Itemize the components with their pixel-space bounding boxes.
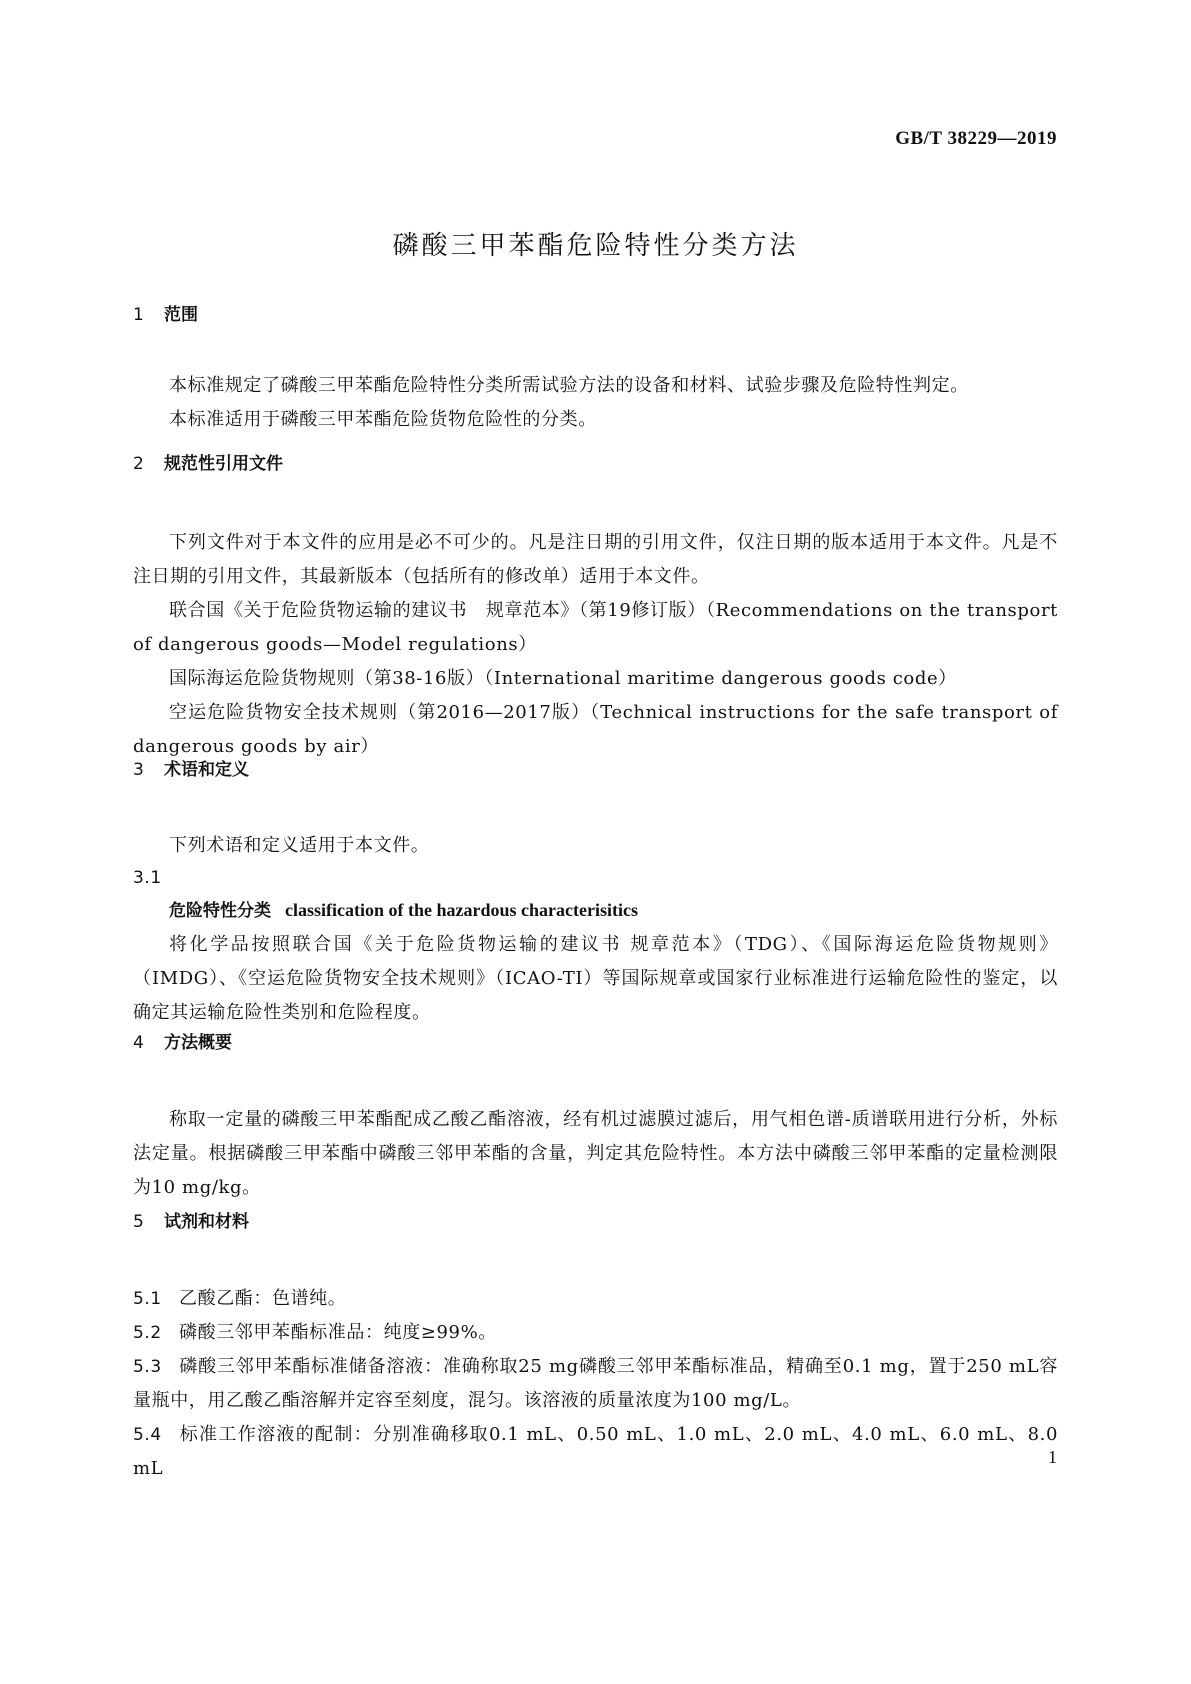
section-heading (133, 300, 1058, 330)
list-item (133, 1418, 1058, 1486)
item-text: 磷酸三邻甲苯酯标准品：纯度≥99%。 (179, 1322, 497, 1343)
paragraph: 下列术语和定义适用于本文件。 (169, 835, 430, 856)
section-number: 5 (133, 1212, 144, 1232)
term-title-cn: 危险特性分类 (169, 901, 271, 921)
item-text: 标准工作溶液的配制：分别准确移取0.1 mL、0.50 mL、1.0 mL、2.0 mL、4.0 mL、6.0 mL、8.0 mL (133, 1424, 1058, 1479)
item-text: 乙酸乙酯：色谱纯。 (179, 1288, 347, 1309)
standard-code: GB/T 38229—2019 (895, 128, 1057, 149)
section-heading (133, 755, 1058, 785)
term-title (133, 893, 1058, 928)
list-item (133, 1350, 1058, 1418)
item-number: 5.1 (133, 1289, 162, 1309)
reference-imdg-code: 国际海运危险货物规则（第38-16版）（International maritime dangerous goods code） (169, 668, 957, 689)
section-title: 方法概要 (164, 1033, 232, 1053)
paragraph: 下列文件对于本文件的应用是必不可少的。凡是注日期的引用文件，仅注日期的版本适用于本文件。凡是不注日期的引用文件，其最新版本（包括所有的修改单）适用于本文件。 (133, 532, 1058, 587)
section-3 (133, 755, 1058, 1030)
section-heading (133, 1207, 1058, 1237)
section-title: 范围 (164, 305, 198, 325)
section-heading (133, 1028, 1058, 1058)
section-5 (133, 1207, 1058, 1486)
section-2 (133, 449, 1058, 764)
section-number: 3 (133, 760, 144, 780)
section-number: 4 (133, 1033, 144, 1053)
term-number: 3.1 (133, 868, 162, 888)
list-item (133, 1316, 1058, 1350)
section-title: 术语和定义 (164, 760, 249, 780)
section-number: 2 (133, 454, 144, 474)
document-title: 磷酸三甲苯酯危险特性分类方法 (392, 231, 799, 261)
item-number: 5.3 (133, 1357, 162, 1377)
reference-icao-ti: 空运危险货物安全技术规则（第2016—2017版）（Technical instructions for the safe transport of dangerous goods by air） (133, 702, 1058, 757)
list-item (133, 1282, 1058, 1316)
section-title: 试剂和材料 (164, 1212, 249, 1232)
item-number: 5.4 (133, 1425, 162, 1445)
term-title-en: classification of the hazardous characterisitics (285, 900, 638, 920)
section-number: 1 (133, 305, 144, 325)
item-text: 磷酸三邻甲苯酯标准储备溶液：准确称取25 mg磷酸三邻甲苯酯标准品，精确至0.1 mg，置于250 mL容量瓶中，用乙酸乙酯溶解并定容至刻度，混匀。该溶液的质量浓度为100 mg/L。 (133, 1356, 1058, 1411)
section-4 (133, 1028, 1058, 1205)
paragraph: 本标准规定了磷酸三甲苯酯危险特性分类所需试验方法的设备和材料、试验步骤及危险特性判定。 (169, 375, 969, 396)
section-1 (133, 300, 1058, 437)
page-number: 1 (1048, 1447, 1057, 1467)
paragraph: 本标准适用于磷酸三甲苯酯危险货物危险性的分类。 (169, 409, 597, 430)
item-number: 5.2 (133, 1323, 162, 1343)
section-title: 规范性引用文件 (164, 454, 283, 474)
term-definition: 将化学品按照联合国《关于危险货物运输的建议书 规章范本》（TDG）、《国际海运危险货物规则》（IMDG）、《空运危险货物安全技术规则》（ICAO-TI）等国际规章或国家行业标准进行运输危险性的鉴定，以确定其运输危险性类别和危险程度。 (133, 934, 1058, 1023)
reference-un-model-regulations: 联合国《关于危险货物运输的建议书 规章范本》（第19修订版）（Recommendations on the transport of dangerous goods—Model regulations） (133, 600, 1058, 655)
section-heading (133, 449, 1058, 479)
paragraph: 称取一定量的磷酸三甲苯酯配成乙酸乙酯溶液，经有机过滤膜过滤后，用气相色谱-质谱联用进行分析，外标法定量。根据磷酸三甲苯酯中磷酸三邻甲苯酯的含量，判定其危险特性。本方法中磷酸三邻甲苯酯的定量检测限为10 mg/kg。 (133, 1109, 1058, 1198)
